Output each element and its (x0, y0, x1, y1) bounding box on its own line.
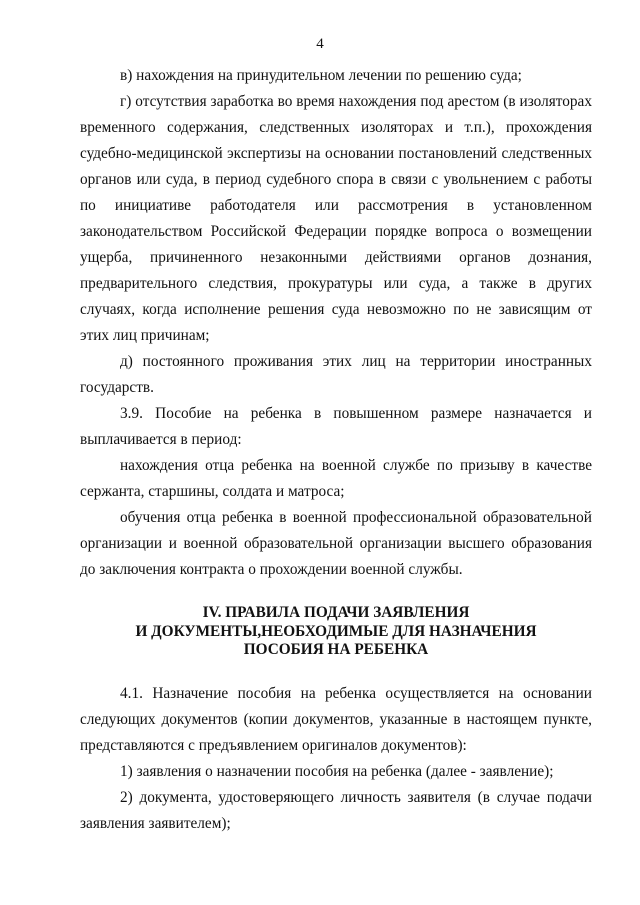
section-heading-line-1: IV. ПРАВИЛА ПОДАЧИ ЗАЯВЛЕНИЯ (202, 604, 470, 621)
paragraph-3-9: 3.9. Пособие на ребенка в повышенном размере назначается и выплачивается в период: (80, 405, 592, 448)
paragraph-item-d: д) постоянного проживания этих лиц на территории иностранных государств. (80, 353, 592, 396)
paragraph-4-1: 4.1. Назначение пособия на ребенка осуществляется на основании следующих документов (копии документов, указанные в настоящем пункте, представляются с предъявлением оригиналов документов): (80, 685, 592, 754)
paragraph-item-1: 1) заявления о назначении пособия на ребенка (далее - заявление); (120, 763, 554, 780)
page-number: 4 (316, 36, 324, 52)
paragraphs-bottom (80, 681, 592, 837)
paragraph-item-v: в) нахождения на принудительном лечении по решению суда; (120, 67, 522, 84)
section-heading (80, 604, 592, 660)
section-heading-line-2: И ДОКУМЕНТЫ,НЕОБХОДИМЫЕ ДЛЯ НАЗНАЧЕНИЯ (135, 622, 537, 640)
paragraph-item-g: г) отсутствия заработка во время нахождения под арестом (в изоляторах временного содержания, следственных изоляторах и т.п.), прохождения судебно-медицинской экспертизы на основании постановлений следственных органов или суда, в период судебного спора в связи с увольнением с работы по инициативе работодателя или рассмотрения в установленном законодательством Российской Федерации порядке вопроса о возмещении ущерба, причиненного незаконными действиями органов дознания, предварительного следствия, прокуратуры или суда, а также в других случаях, когда исполнение решения суда невозможно по не зависящим от этих лиц причинам; (80, 93, 592, 344)
paragraphs-top (80, 63, 592, 583)
paragraph-item-2: 2) документа, удостоверяющего личность заявителя (в случае подачи заявления заявителем); (80, 789, 592, 832)
paragraph-military-education: обучения отца ребенка в военной профессиональной образовательной организации и военной образовательной организации высшего образования до заключения контракта о прохождении военной службы. (80, 509, 592, 578)
section-heading-line-3: ПОСОБИЯ НА РЕБЕНКА (243, 641, 429, 658)
paragraph-military-service: нахождения отца ребенка на военной службе по призыву в качестве сержанта, старшины, солдата и матроса; (80, 457, 592, 500)
